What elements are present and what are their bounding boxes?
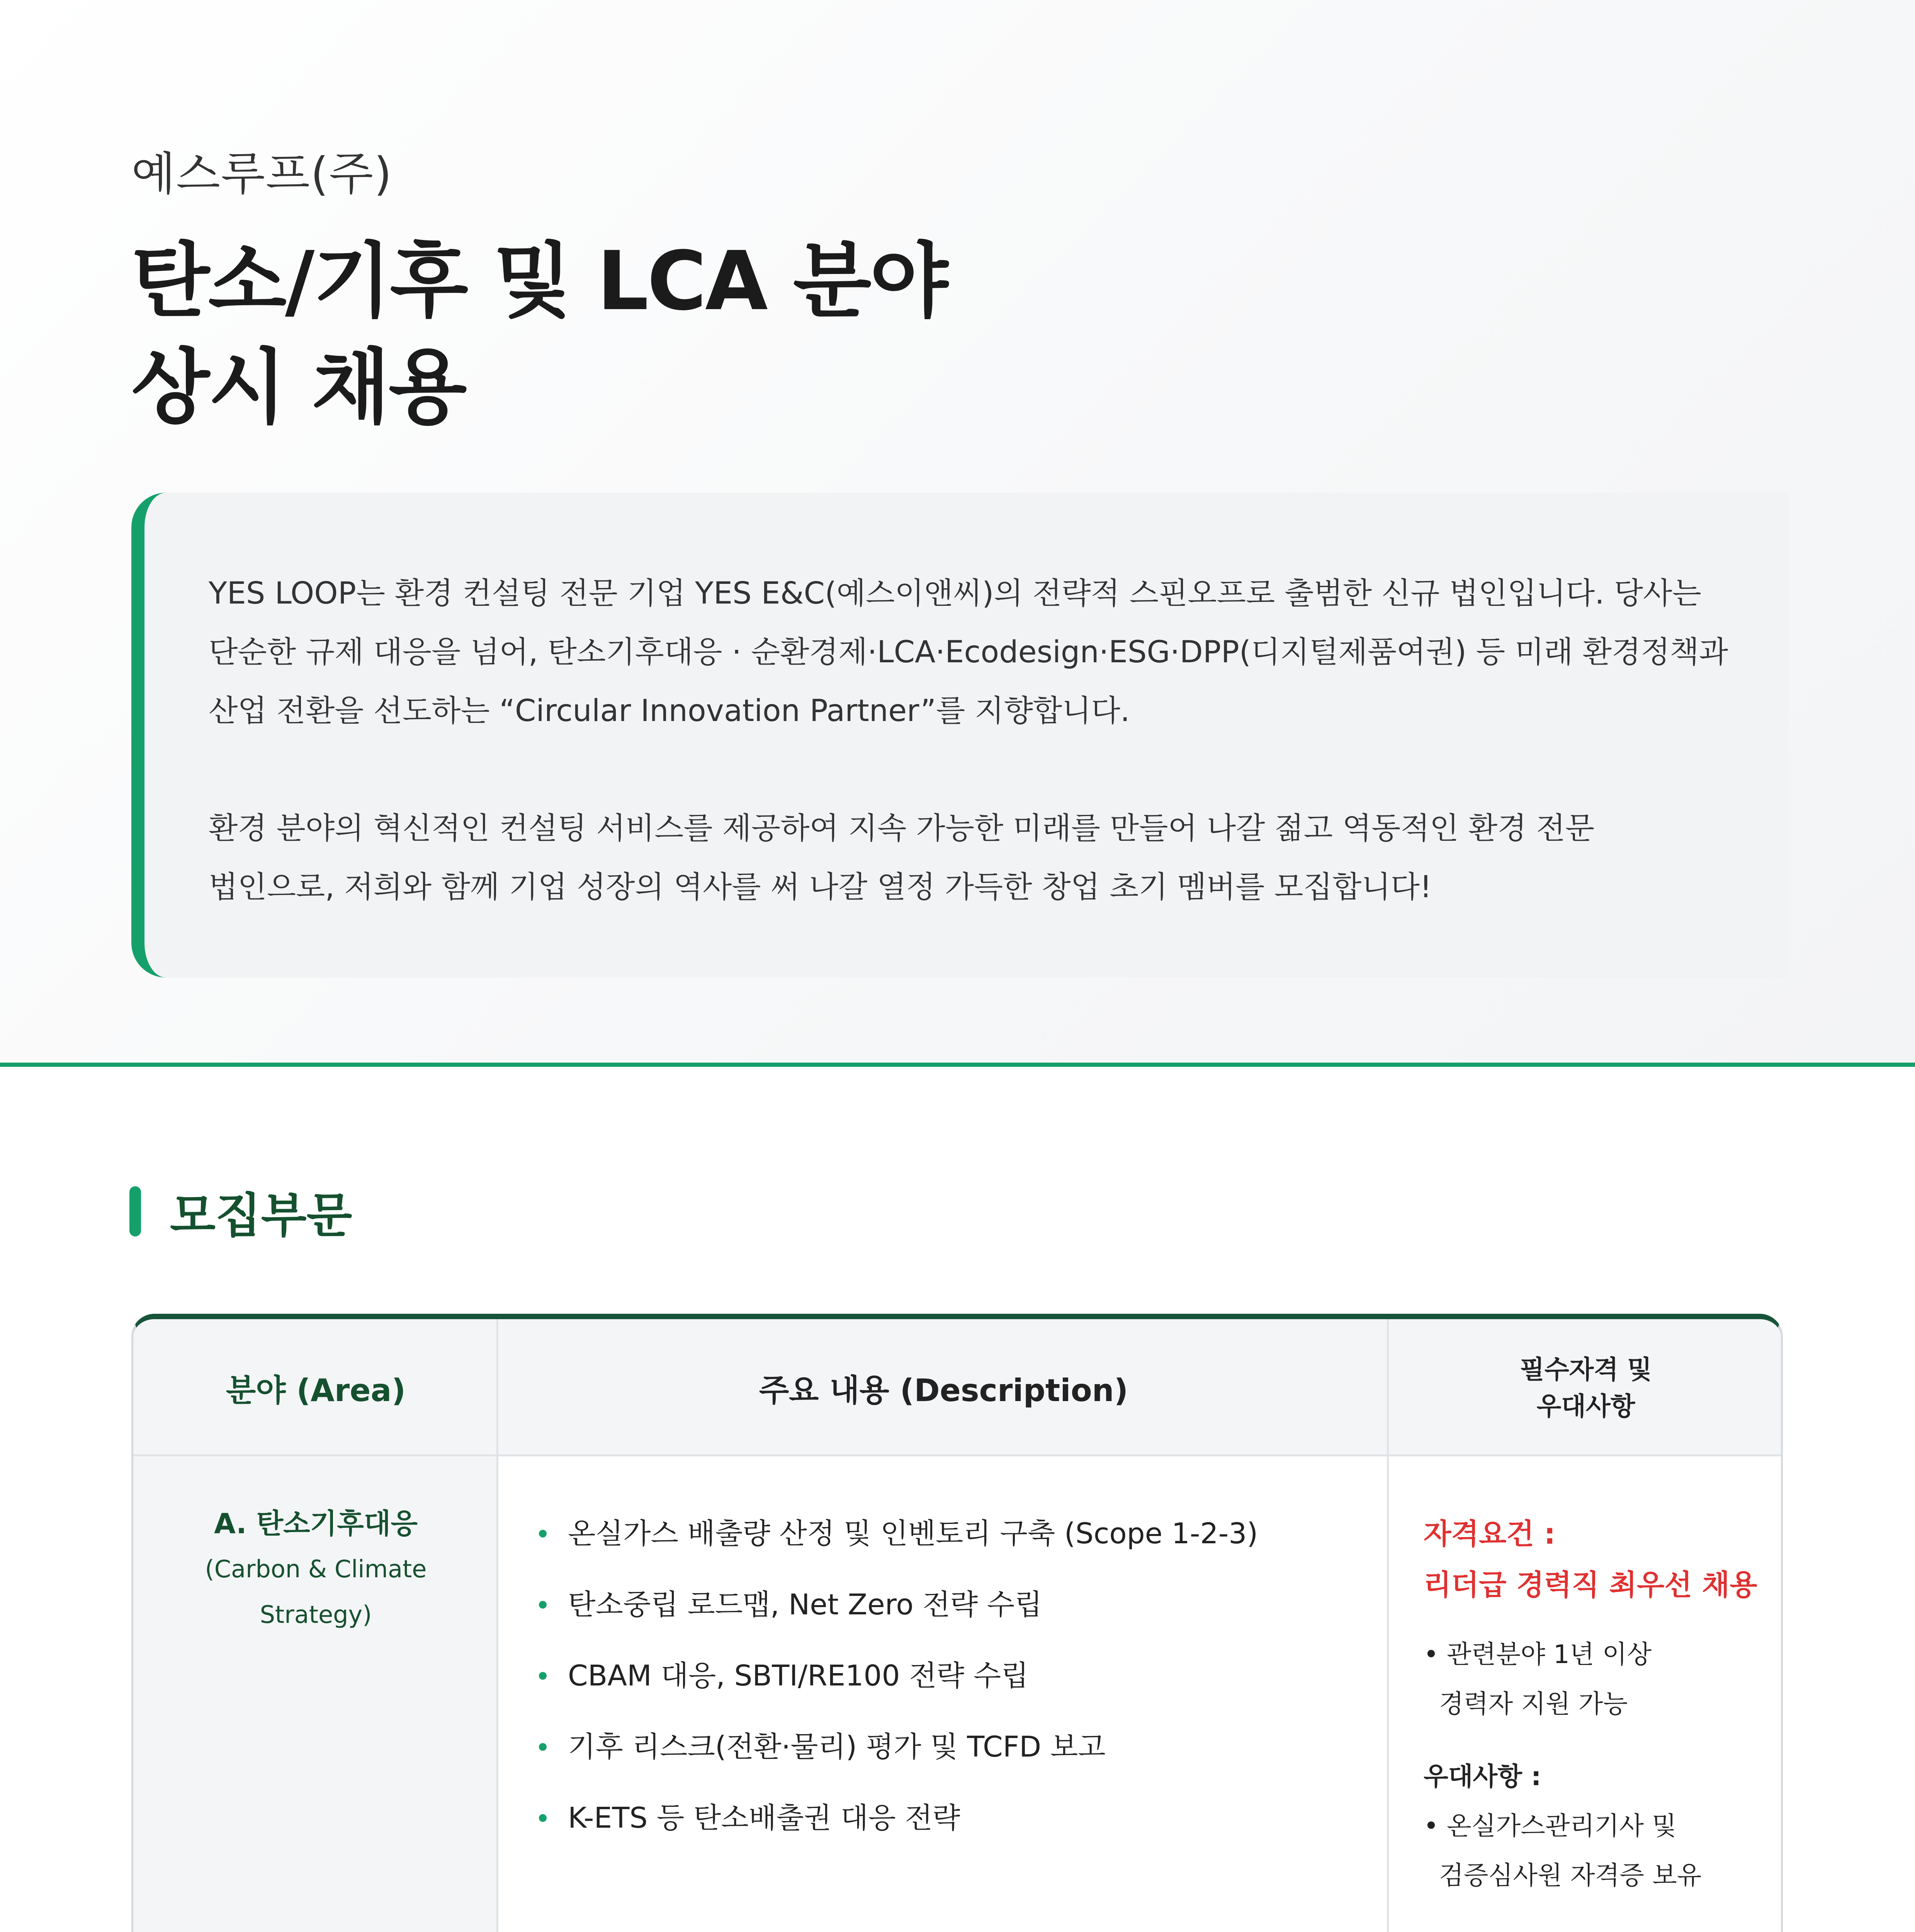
list-item: K-ETS 등 탄소배출권 대응 전략 [535, 1797, 1258, 1868]
area-cell-a [133, 1501, 498, 1638]
preference-line: 검증심사원 자격증 보유 [1439, 1861, 1702, 1890]
intro-line: YES LOOP는 환경 컨설팅 전문 기업 YES E&C(예스이앤씨)의 전략적 스핀오프로 출범한 신규 법인입니다. 당사는 [209, 576, 1701, 611]
header-description: 주요 내용 (Description) [759, 1372, 1128, 1408]
section-label: 모집부문 [170, 1188, 352, 1243]
intro-line: 단순한 규제 대응을 넘어, 탄소기후대응 · 순환경제·LCA·Ecodesign·ESG·DPP(디지털제품여권) 등 미래 환경정책과 [209, 635, 1728, 670]
intro-line: 환경 분야의 혁신적인 컨설팅 서비스를 제공하여 지속 가능한 미래를 만들어 나갈 젊고 역동적인 환경 전문 [209, 811, 1595, 846]
area-title: A. 탄소기후대응 [214, 1507, 418, 1540]
area-subtitle: Strategy) [260, 1600, 372, 1629]
company-name: 예스루프(주) [131, 147, 393, 201]
header-requirements [1389, 1319, 1783, 1456]
page-title [131, 228, 947, 440]
header-requirements-line: 필수자격 및 [1520, 1354, 1652, 1384]
list-item: 탄소중립 로드맵, Net Zero 전략 수립 [535, 1583, 1258, 1655]
preference-label: 우대사항 : [1424, 1762, 1541, 1791]
list-item: 기후 리스크(전환·물리) 평가 및 TCFD 보고 [535, 1726, 1258, 1797]
header-requirements-line: 우대사항 [1536, 1391, 1635, 1421]
qualification-line: 경력자 지원 가능 [1439, 1689, 1628, 1719]
recruitment-table [131, 1314, 1783, 1932]
header-area: 분야 (Area) [226, 1372, 406, 1408]
bullet-icon [539, 1672, 547, 1680]
title-line: 상시 채용 [131, 340, 466, 435]
bullet-icon [539, 1814, 547, 1822]
list-item: CBAM 대응, SBTI/RE100 전략 수립 [535, 1655, 1258, 1726]
qualification-highlight: 리더급 경력직 최우선 채용 [1424, 1568, 1757, 1602]
description-list-a [535, 1512, 1258, 1868]
bullet-icon [539, 1530, 547, 1537]
preference-line: • 온실가스관리기사 및 [1424, 1811, 1677, 1841]
intro-line: 법인으로, 저희와 함께 기업 성장의 역사를 써 나갈 열정 가득한 창업 초기 멤버를 모집합니다! [209, 870, 1432, 905]
requirements-cell-a [1424, 1509, 1757, 1900]
area-subtitle: (Carbon & Climate [205, 1555, 427, 1583]
intro-text [209, 564, 1793, 917]
qualification-label: 자격요건 : [1424, 1517, 1556, 1551]
intro-line: 산업 전환을 선도하는 “Circular Innovation Partner”를 지향합니다. [209, 694, 1130, 728]
section-marker [129, 1186, 141, 1236]
title-line: 탄소/기후 및 LCA 분야 [131, 234, 947, 328]
qualification-line: • 관련분야 1년 이상 [1424, 1639, 1652, 1669]
column-divider [1387, 1319, 1389, 1932]
list-item: 온실가스 배출량 산정 및 인벤토리 구축 (Scope 1-2-3) [535, 1512, 1258, 1583]
section-divider [0, 1063, 1915, 1067]
section-heading [129, 1184, 352, 1243]
table-header-row [133, 1319, 1783, 1456]
bullet-icon [539, 1601, 547, 1609]
bullet-icon [539, 1743, 547, 1751]
